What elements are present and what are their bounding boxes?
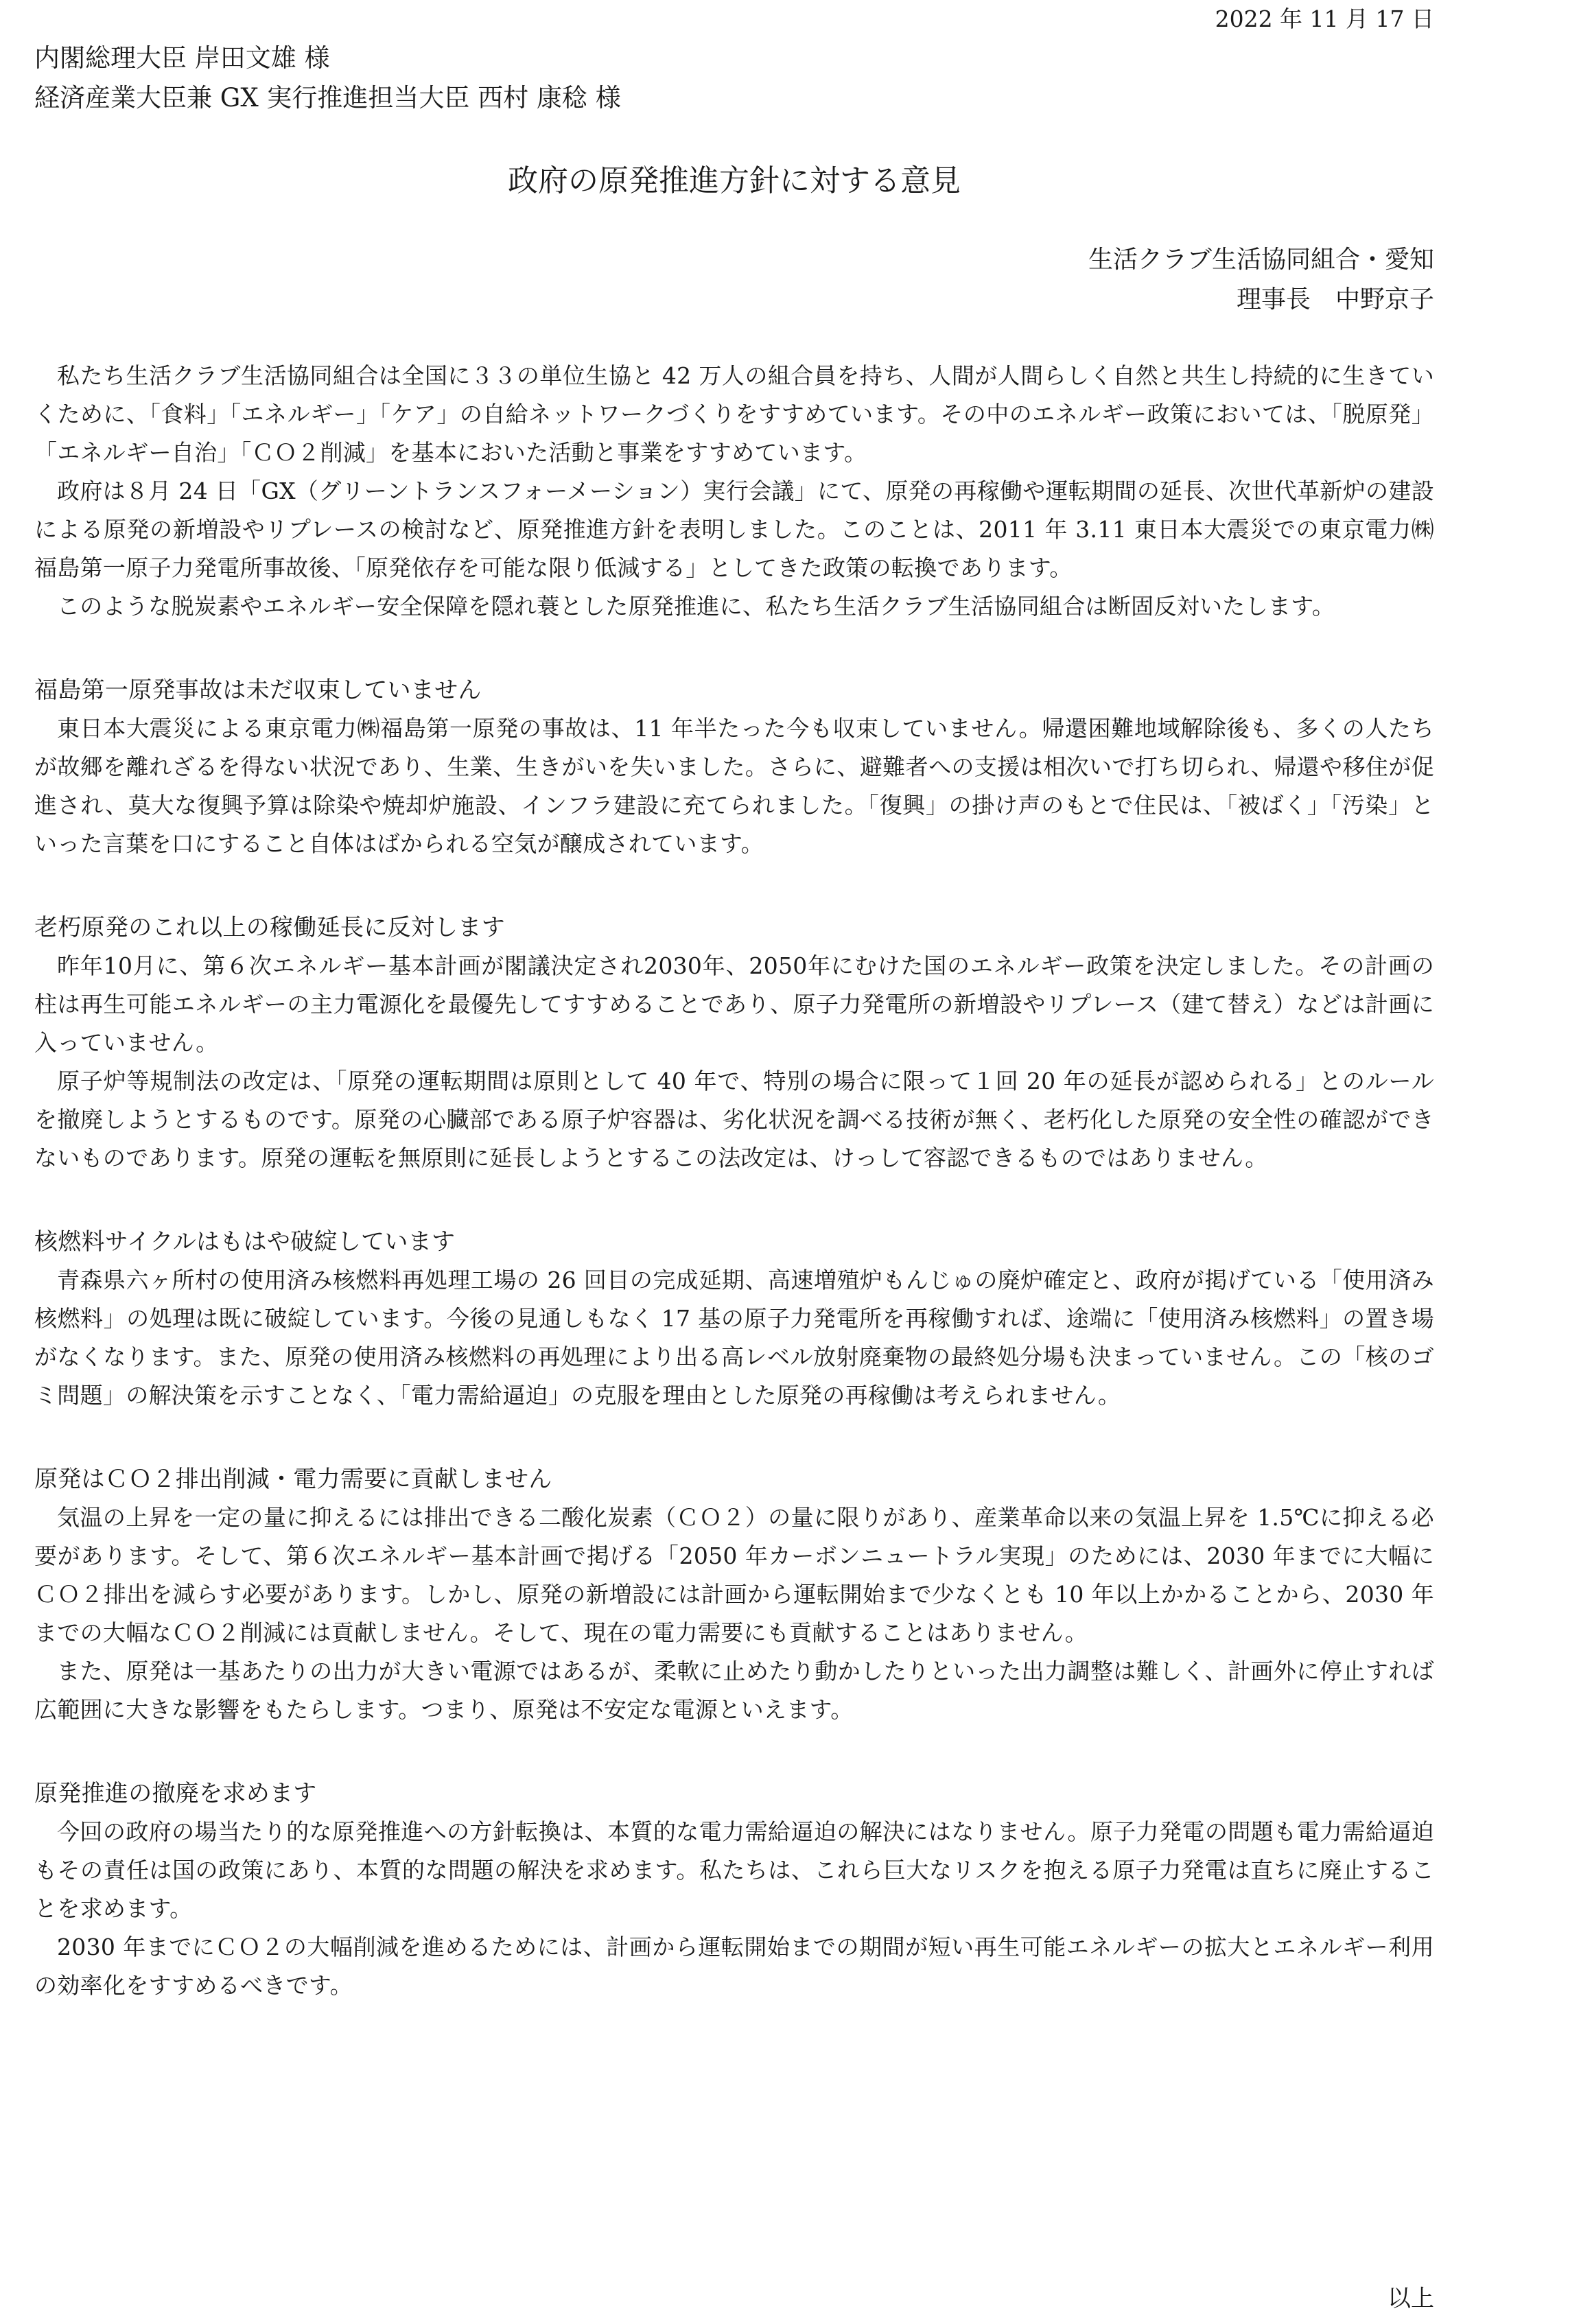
addressee-block (34, 38, 621, 118)
section-heading: 福島第一原発事故は未だ収束していません (34, 677, 482, 704)
document-date: 2022 年 11 月 17 日 (1215, 5, 1434, 32)
section-paragraph: 2030 年までにＣＯ２の大幅削減を進めるためには、計画から運転開始までの期間が短い再生可能エネルギーの拡大とエネルギー利用の効率化をすすめるべきです。 (34, 1934, 1434, 1999)
intro-paragraph: 私たち生活クラブ生活協同組合は全国に３３の単位生協と 42 万人の組合員を持ち、人間が人間らしく自然と共生し持続的に生きていくために、「食料」「エネルギー」「ケア」の自給ネットワークづくりをすすめています。その中のエネルギー政策においては、「脱原発」「エネルギー自治」「ＣＯ２削減」を基本においた活動と事業をすすめています。 (34, 362, 1434, 466)
section-heading: 原発はＣＯ２排出削減・電力需要に貢献しません (34, 1466, 552, 1493)
section-paragraph: また、原発は一基あたりの出力が大きい電源ではあるが、柔軟に止めたり動かしたりといった出力調整は難しく、計画外に停止すれば広範囲に大きな影響をもたらします。つまり、原発は不安定な電源といえます。 (34, 1658, 1434, 1723)
section-heading: 原発推進の撤廃を求めます (34, 1780, 317, 1807)
section-paragraph: 青森県六ヶ所村の使用済み核燃料再処理工場の 26 回目の完成延期、高速増殖炉もんじゅの廃炉確定と、政府が掲げている「使用済み核燃料」の処理は既に破綻しています。今後の見通しもなく 17 基の原子力発電所を再稼働すれば、途端に「使用済み核燃料」の置き場がなくなります。また、原発の使用済み核燃料の再処理により出る高レベル放射廃棄物の最終処分場も決まっていません。この「核のゴミ問題」の解決策を示すことなく、「電力需給逼迫」の克服を理由とした原発の再稼働は考えられません。 (34, 1267, 1434, 1409)
document-body (34, 357, 1434, 2005)
document-page (34, 0, 1434, 2324)
section-paragraph: 今回の政府の場当たり的な原発推進への方針転換は、本質的な電力需給逼迫の解決にはなりません。原子力発電の問題も電力需給逼迫もその責任は国の政策にあり、本質的な問題の解決を求めます。私たちは、これら巨大なリスクを抱える原子力発電は直ちに廃止することを求めます。 (34, 1818, 1434, 1922)
section-heading: 核燃料サイクルはもはや破綻しています (34, 1228, 456, 1256)
section-heading: 老朽原発のこれ以上の稼働延長に反対します (34, 914, 505, 941)
section-paragraph: 気温の上昇を一定の量に抑えるには排出できる二酸化炭素（ＣＯ２）の量に限りがあり、産業革命以来の気温上昇を 1.5℃に抑える必要があります。そして、第６次エネルギー基本計画で掲げる「2050 年カーボンニュートラル実現」のためには、2030 年までに大幅にＣＯ２排出を減らす必要があります。しかし、原発の新増設には計画から運転開始まで少なくとも 10 年以上かかることから、2030 年までの大幅なＣＯ２削減には貢献しません。そして、現在の電力需要にも貢献することはありません。 (34, 1504, 1434, 1646)
sender-block (1088, 240, 1434, 320)
intro-paragraph: 政府は８月 24 日「GX（グリーントランスフォーメーション）実行会議」にて、原発の再稼働や運転期間の延長、次世代革新炉の建設による原発の新増設やリプレースの検討など、原発推進方針を表明しました。このことは、2011 年 3.11 東日本大震災での東京電力㈱福島第一原子力発電所事故後、「原発依存を可能な限り低減する」としてきた政策の転換であります。 (34, 478, 1434, 581)
section-paragraph: 東日本大震災による東京電力㈱福島第一原発の事故は、11 年半たった今も収束していません。帰還困難地域解除後も、多くの人たちが故郷を離れざるを得ない状況であり、生業、生きがいを失いました。さらに、避難者への支援は相次いで打ち切られ、帰還や移住が促進され、莫大な復興予算は除染や焼却炉施設、インフラ建設に充てられました。「復興」の掛け声のもとで住民は、「被ばく」「汚染」といった言葉を口にすること自体はばかられる空気が醸成されています。 (34, 715, 1434, 857)
section-paragraph: 昨年10月に、第６次エネルギー基本計画が閣議決定され2030年、2050年にむけた国のエネルギー政策を決定しました。その計画の柱は再生可能エネルギーの主力電源化を最優先してすすめることであり、原子力発電所の新増設やリプレース（建て替え）などは計画に入っていません。 (34, 952, 1434, 1056)
addressee-meti-minister: 経済産業大臣兼 GX 実行推進担当大臣 西村 康稔 様 (34, 83, 621, 113)
addressee-prime-minister: 内閣総理大臣 岸田文雄 様 (34, 43, 330, 73)
intro-paragraph: このような脱炭素やエネルギー安全保障を隠れ蓑とした原発推進に、私たち生活クラブ生活協同組合は断固反対いたします。 (57, 593, 1335, 620)
document-title: 政府の原発推進方針に対する意見 (508, 163, 961, 198)
section-paragraph: 原子炉等規制法の改定は、「原発の運転期間は原則として 40 年で、特別の場合に限って１回 20 年の延長が認められる」とのルールを撤廃しようとするものです。原発の心臓部である原子炉容器は、劣化状況を調べる技術が無く、老朽化した原発の安全性の確認ができないものであります。原発の運転を無原則に延長しようとするこの法改定は、けっして容認できるものではありません。 (34, 1068, 1434, 1171)
sender-organization: 生活クラブ生活協同組合・愛知 (1088, 246, 1434, 274)
sender-representative: 理事長 中野京子 (1236, 285, 1434, 314)
closing-mark: 以上 (1388, 2285, 1434, 2312)
